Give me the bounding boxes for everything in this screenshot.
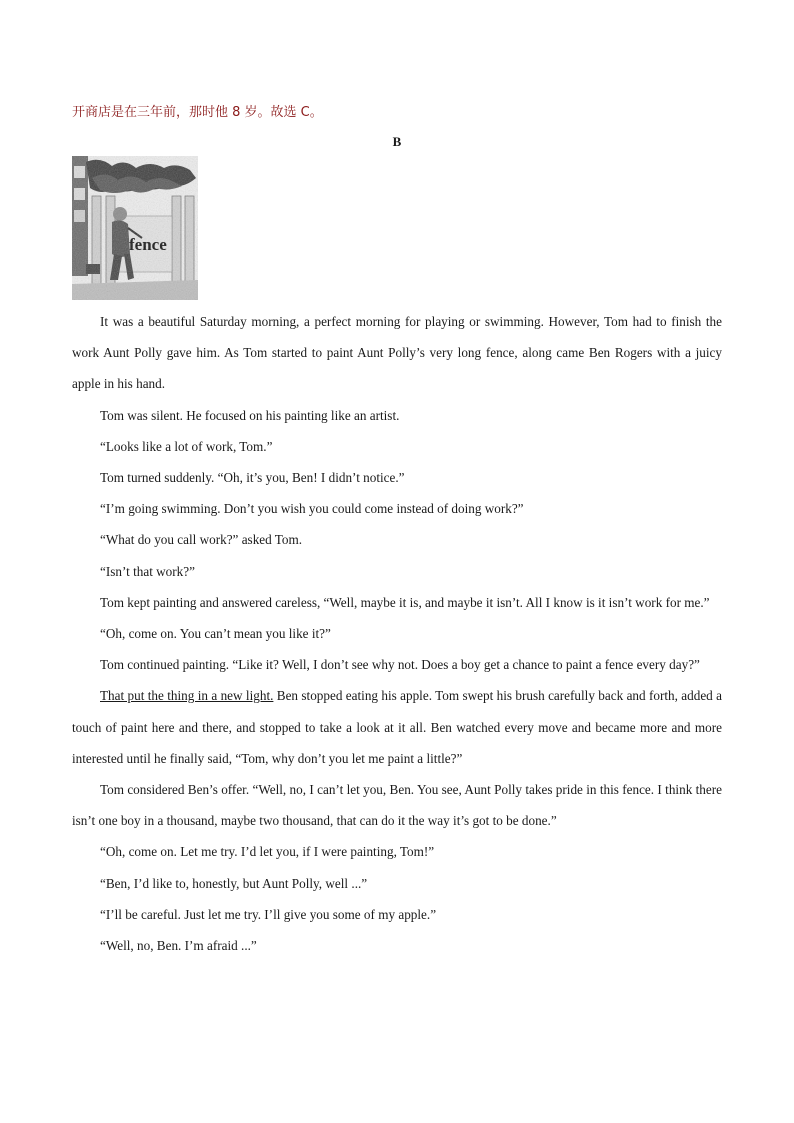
fence-illustration xyxy=(72,156,198,300)
paragraph: Tom turned suddenly. “Oh, it’s you, Ben! I didn’t notice.” xyxy=(100,470,405,486)
paragraph xyxy=(72,680,722,774)
paragraph: “I’ll be careful. Just let me try. I’ll give you some of my apple.” xyxy=(100,906,437,922)
answer-explanation: 开商店是在三年前，那时他 8 岁。故选 C。 xyxy=(72,105,323,120)
paragraph: “Oh, come on. You can’t mean you like it?” xyxy=(100,626,331,642)
section-heading: B xyxy=(392,134,402,149)
paragraph: “Well, no, Ben. I’m afraid ...” xyxy=(100,938,257,954)
paragraph: “What do you call work?” asked Tom. xyxy=(100,532,303,548)
paragraph: “Looks like a lot of work, Tom.” xyxy=(100,438,273,454)
paragraph: “Oh, come on. Let me try. I’d let you, if I were painting, Tom!” xyxy=(100,844,435,860)
paragraph: “I’m going swimming. Don’t you wish you could come instead of doing work?” xyxy=(100,501,524,517)
paragraph: Tom continued painting. “Like it? Well, I don’t see why not. Does a boy get a chance to paint a fence every day?” xyxy=(100,657,700,673)
paragraph: Tom was silent. He focused on his painting like an artist. xyxy=(100,407,400,423)
paragraph: Tom kept painting and answered careless, “Well, maybe it is, and maybe it isn’t. All I know is it isn’t work for me.” xyxy=(100,594,710,610)
paragraph: “Ben, I’d like to, honestly, but Aunt Polly, well ...” xyxy=(100,875,368,891)
underlined-sentence: That put the thing in a new light. xyxy=(100,688,274,704)
paragraph: It was a beautiful Saturday morning, a perfect morning for playing or swimming. However, Tom had to finish the work Aunt Polly gave him. As Tom started to paint Aunt Polly’s very long fence, along came Ben Rogers with a juicy apple in his hand. xyxy=(72,314,722,392)
paragraph-text: Ben stopped eating his apple. Tom swept his brush carefully back and forth, added a touch of paint here and there, and stopped to take a look at it all. Ben watched every move and became more and more interested until he finally said, “Tom, why don’t you let me paint a little?” xyxy=(72,688,722,766)
paragraph: “Isn’t that work?” xyxy=(100,563,195,579)
paragraph: Tom considered Ben’s offer. “Well, no, I can’t let you, Ben. You see, Aunt Polly takes pride in this fence. I think there isn’t one boy in a thousand, maybe two thousand, that can do it the way it’s got to be done.” xyxy=(72,782,722,829)
reading-passage xyxy=(72,306,722,961)
